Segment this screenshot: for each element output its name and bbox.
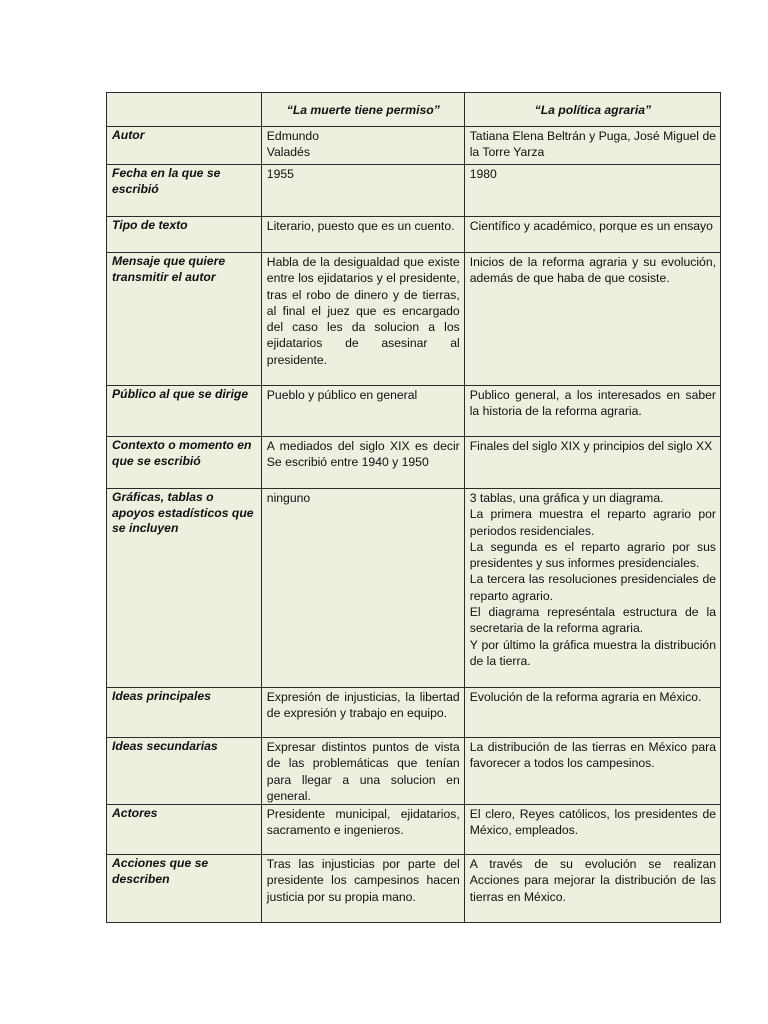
cell-b-ideas-principales: Evolución de la reforma agraria en México.	[464, 688, 720, 738]
cell-a-autor	[261, 127, 464, 165]
table-row	[107, 489, 721, 688]
graficas-line: La tercera las resoluciones presidenciales de reparto agrario.	[469, 572, 716, 603]
cell-a-mensaje: Habla de la desigualdad que existe entre los ejidatarios y el presidente, tras el robo de dinero y de tierras, al final el juez que es encargado del caso les da solucion a los ejidatarios de asesinar al presidente.	[261, 253, 464, 386]
table-row	[107, 855, 721, 923]
table-row	[107, 127, 721, 165]
row-label-actores: Actores	[107, 805, 262, 855]
cell-a-contexto: A mediados del siglo XIX es decir Se escribió entre 1940 y 1950	[261, 437, 464, 489]
cell-a-ideas-secundarias: Expresar distintos puntos de vista de las problemáticas que tenían para llegar a una solucion en general.	[261, 738, 464, 805]
graficas-line: 3 tablas, una gráfica y un diagrama.	[469, 491, 664, 505]
row-label-ideas-principales: Ideas principales	[107, 688, 262, 738]
table-row	[107, 386, 721, 437]
graficas-line: La primera muestra el reparto agrario por periodos residenciales.	[469, 507, 716, 538]
comparison-table	[106, 92, 721, 923]
header-empty-cell	[107, 93, 262, 127]
cell-a-actores: Presidente municipal, ejidatarios, sacramento e ingenieros.	[261, 805, 464, 855]
cell-b-contexto: Finales del siglo XIX y principios del siglo XX	[464, 437, 720, 489]
cell-a-autor-text: Edmundo Valadés	[266, 129, 319, 160]
cell-b-autor: Tatiana Elena Beltrán y Puga, José Miguel de la Torre Yarza	[464, 127, 720, 165]
table-row	[107, 437, 721, 489]
table-row	[107, 688, 721, 738]
cell-b-graficas	[464, 489, 720, 688]
cell-a-ideas-principales: Expresión de injusticias, la libertad de expresión y trabajo en equipo.	[261, 688, 464, 738]
header-col-b: “La política agraria”	[464, 93, 720, 127]
row-label-fecha: Fecha en la que se escribió	[107, 165, 262, 217]
graficas-line: La segunda es el reparto agrario por sus presidentes y sus informes presidenciales.	[469, 539, 716, 571]
cell-b-tipo: Científico y académico, porque es un ensayo	[464, 217, 720, 253]
row-label-graficas: Gráficas, tablas o apoyos estadísticos que se incluyen	[107, 489, 262, 688]
row-label-contexto: Contexto o momento en que se escribió	[107, 437, 262, 489]
cell-a-publico: Pueblo y público en general	[261, 386, 464, 437]
table-row	[107, 805, 721, 855]
row-label-mensaje: Mensaje que quiere transmitir el autor	[107, 253, 262, 386]
table-row	[107, 217, 721, 253]
header-col-a: “La muerte tiene permiso”	[261, 93, 464, 127]
cell-a-tipo: Literario, puesto que es un cuento.	[261, 217, 464, 253]
cell-b-fecha: 1980	[464, 165, 720, 217]
row-label-ideas-secundarias: Ideas secundarias	[107, 738, 262, 805]
table-row	[107, 253, 721, 386]
cell-b-mensaje: Inicios de la reforma agraria y su evolución, además de que haba de que cosiste.	[464, 253, 720, 386]
cell-a-graficas: ninguno	[261, 489, 464, 688]
row-label-acciones: Acciones que se describen	[107, 855, 262, 923]
table-row	[107, 738, 721, 805]
row-label-tipo: Tipo de texto	[107, 217, 262, 253]
cell-a-acciones: Tras las injusticias por parte del presidente los campesinos hacen justicia por su propia mano.	[261, 855, 464, 923]
table-header-row	[107, 93, 721, 127]
table-row	[107, 165, 721, 217]
cell-b-publico: Publico general, a los interesados en saber la historia de la reforma agraria.	[464, 386, 720, 437]
row-label-autor: Autor	[107, 127, 262, 165]
cell-b-ideas-secundarias: La distribución de las tierras en México para favorecer a todos los campesinos.	[464, 738, 720, 805]
cell-b-acciones: A través de su evolución se realizan Acciones para mejorar la distribución de las tierras en México.	[464, 855, 720, 923]
graficas-line: El diagrama represéntala estructura de la secretaria de la reforma agraria.	[469, 605, 716, 636]
graficas-line: Y por último la gráfica muestra la distribución de la tierra.	[469, 637, 716, 668]
cell-b-actores: El clero, Reyes católicos, los presidentes de México, empleados.	[464, 805, 720, 855]
cell-a-fecha: 1955	[261, 165, 464, 217]
row-label-publico: Público al que se dirige	[107, 386, 262, 437]
